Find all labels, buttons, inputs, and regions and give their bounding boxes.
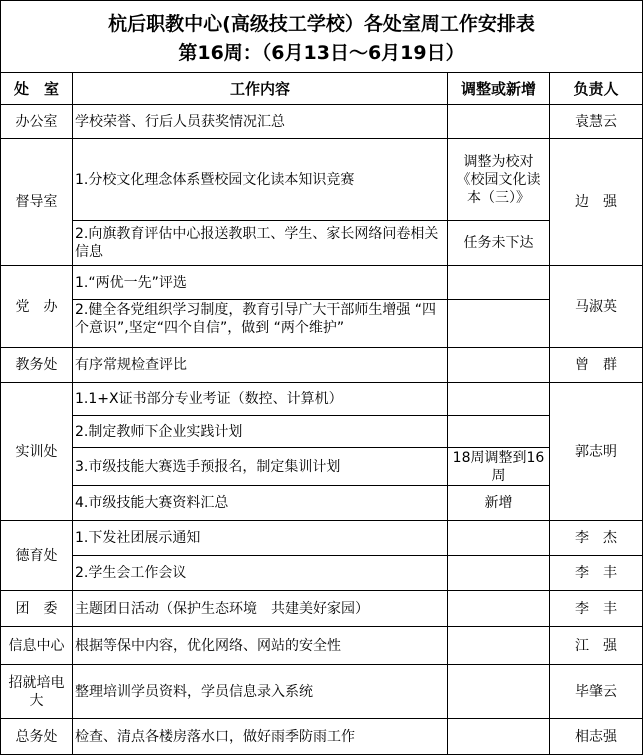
page-title: 杭后职教中心(高级技工学校）各处室周工作安排表 xyxy=(108,13,535,35)
person-cell: 袁慧云 xyxy=(550,105,643,139)
work-cell: 1.分校文化理念体系暨校园文化读本知识竞赛 xyxy=(73,139,448,221)
work-cell: 2.制定教师下企业实践计划 xyxy=(73,416,448,448)
dept-cell: 信息中心 xyxy=(1,627,73,665)
work-cell: 4.市级技能大赛资料汇总 xyxy=(73,486,448,521)
person-cell: 边 强 xyxy=(550,139,643,266)
adjust-cell xyxy=(448,105,550,139)
adjust-cell xyxy=(448,521,550,556)
adjust-cell xyxy=(448,665,550,719)
work-cell: 1.1+X证书部分专业考证（数控、计算机） xyxy=(73,383,448,416)
person-cell: 李 杰 xyxy=(550,521,643,556)
dept-cell: 德育处 xyxy=(1,521,73,591)
adjust-cell xyxy=(448,719,550,755)
work-cell: 3.市级技能大赛选手预报名，制定集训计划 xyxy=(73,448,448,486)
adjust-cell xyxy=(448,383,550,416)
title-block xyxy=(0,0,643,73)
table-row xyxy=(1,348,643,383)
table-row xyxy=(1,139,643,221)
schedule-table xyxy=(0,72,643,755)
table-row xyxy=(1,300,643,348)
table-row xyxy=(1,105,643,139)
week-subtitle: 第16周：（6月13日～6月19日） xyxy=(178,42,465,64)
adjust-cell xyxy=(448,556,550,591)
work-cell: 2.向旗教育评估中心报送教职工、学生、家长网络问卷相关信息 xyxy=(73,221,448,266)
dept-cell: 党 办 xyxy=(1,266,73,348)
work-cell: 整理培训学员资料，学员信息录入系统 xyxy=(73,665,448,719)
work-cell: 根据等保中内容，优化网络、网站的安全性 xyxy=(73,627,448,665)
adjust-cell xyxy=(448,266,550,300)
adjust-cell xyxy=(448,348,550,383)
table-row xyxy=(1,416,643,448)
table-row xyxy=(1,486,643,521)
adjust-cell: 18周调整到16周 xyxy=(448,448,550,486)
person-cell: 毕肇云 xyxy=(550,665,643,719)
dept-cell: 实训处 xyxy=(1,383,73,521)
dept-cell: 招就培电 大 xyxy=(1,665,73,719)
adjust-cell: 任务未下达 xyxy=(448,221,550,266)
dept-cell: 教务处 xyxy=(1,348,73,383)
person-cell: 曾 群 xyxy=(550,348,643,383)
work-cell xyxy=(73,300,448,348)
table-row xyxy=(1,383,643,416)
adjust-cell xyxy=(448,416,550,448)
work-cell: 学校荣誉、行后人员获奖情况汇总 xyxy=(73,105,448,139)
adjust-cell: 调整为校对《校园文化读本（三）》 xyxy=(448,139,550,221)
person-cell: 郭志明 xyxy=(550,383,643,521)
person-cell: 马淑英 xyxy=(550,266,643,348)
table-row xyxy=(1,591,643,627)
person-cell: 李 丰 xyxy=(550,591,643,627)
work-cell: 检查、清点各楼房落水口，做好雨季防雨工作 xyxy=(73,719,448,755)
adjust-cell xyxy=(448,300,550,348)
work-cell: 1.“两优一先”评选 xyxy=(73,266,448,300)
work-cell: 有序常规检查评比 xyxy=(73,348,448,383)
header-dept: 处 室 xyxy=(1,73,73,105)
dept-cell: 团 委 xyxy=(1,591,73,627)
dept-cell: 办公室 xyxy=(1,105,73,139)
table-row xyxy=(1,556,643,591)
adjust-cell: 新增 xyxy=(448,486,550,521)
table-row xyxy=(1,266,643,300)
header-work: 工作内容 xyxy=(73,73,448,105)
header-adjust: 调整或新增 xyxy=(448,73,550,105)
dept-cell: 总务处 xyxy=(1,719,73,755)
work-cell: 1.下发社团展示通知 xyxy=(73,521,448,556)
header-row xyxy=(1,73,643,105)
adjust-cell xyxy=(448,591,550,627)
work-text: 2.健全各党组织学习制度，教育引导广大干部师生增强 “四个意识”,坚定“四个自信”，做到 “两个维护” xyxy=(75,301,437,336)
work-cell: 2.学生会工作会议 xyxy=(73,556,448,591)
table-row xyxy=(1,448,643,486)
work-cell: 主题团日活动（保护生态环境 共建美好家园） xyxy=(73,591,448,627)
header-person: 负责人 xyxy=(550,73,643,105)
table-row xyxy=(1,719,643,755)
adjust-cell xyxy=(448,627,550,665)
table-row xyxy=(1,221,643,266)
person-cell: 李 丰 xyxy=(550,556,643,591)
person-cell: 江 强 xyxy=(550,627,643,665)
person-cell: 相志强 xyxy=(550,719,643,755)
table-row xyxy=(1,627,643,665)
table-row xyxy=(1,665,643,719)
table-row xyxy=(1,521,643,556)
dept-cell: 督导室 xyxy=(1,139,73,266)
